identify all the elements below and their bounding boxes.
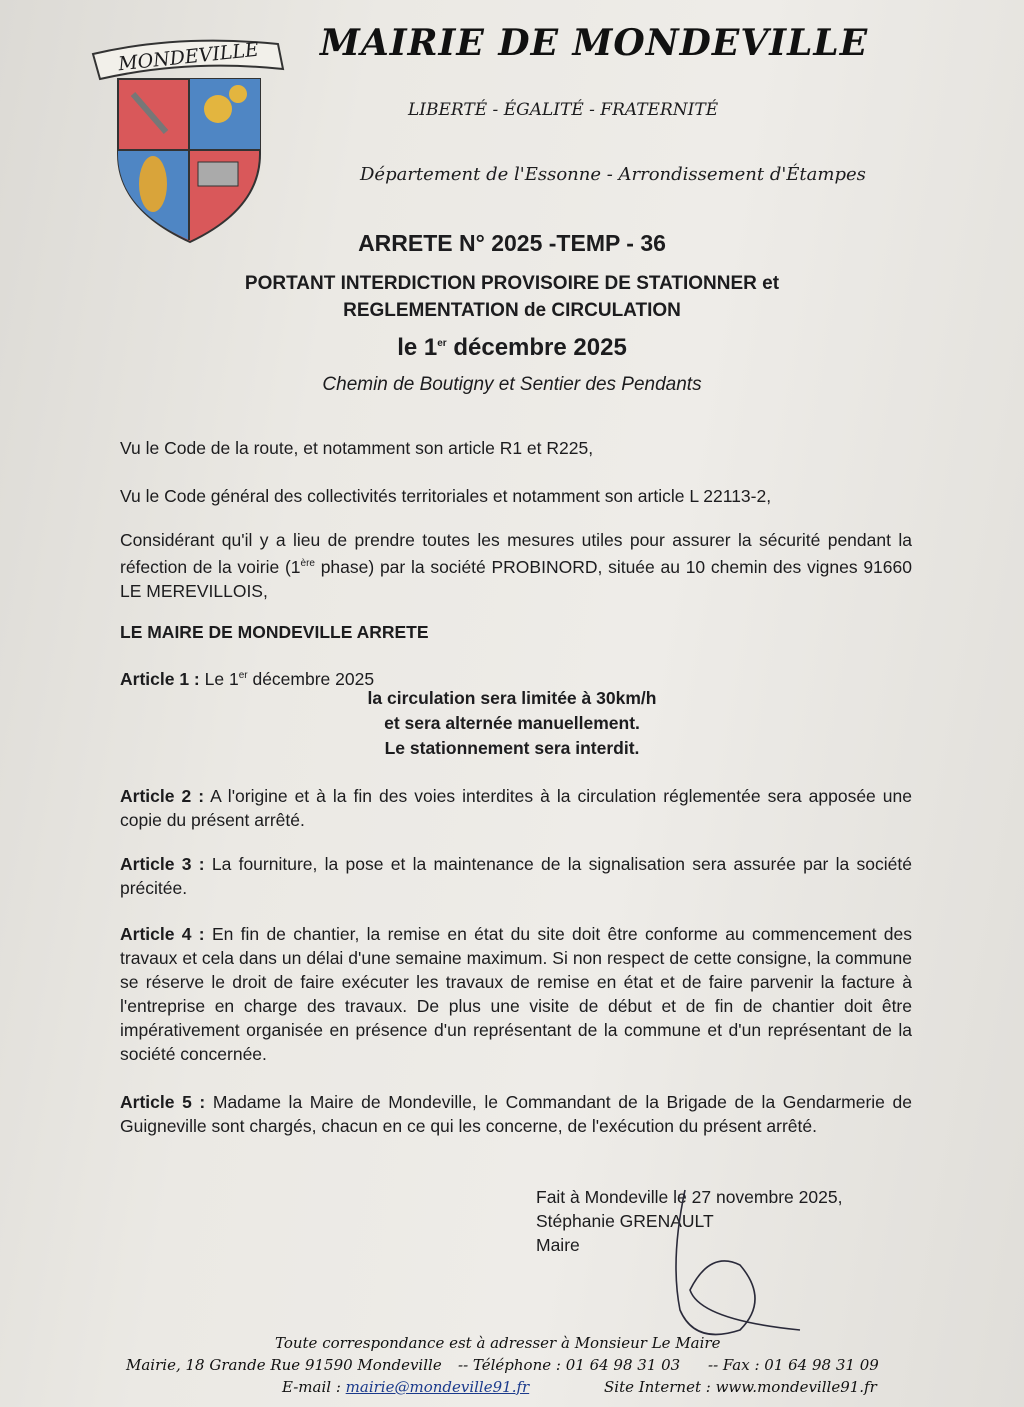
signatory-name: Stéphanie GRENAULT [536, 1211, 714, 1231]
subject-line-1: PORTANT INTERDICTION PROVISOIRE DE STATIONNER et [244, 273, 780, 294]
municipal-crest [88, 24, 288, 249]
decree-location: Chemin de Boutigny et Sentier des Pendants [322, 374, 702, 395]
provision-speed: la circulation sera limitée à 30km/h [367, 688, 657, 708]
arrete-heading: LE MAIRE DE MONDEVILLE ARRETE [120, 622, 429, 642]
provision-alternate: et sera alternée manuellement. [384, 713, 640, 733]
vu-cgct: Vu le Code général des collectivités territoriales et notamment son article L 22113-2, [120, 486, 772, 506]
article-1-provisions [0, 686, 1024, 761]
handwritten-signature [600, 1180, 820, 1350]
footer-fax: -- Fax : 01 64 98 31 09 [708, 1356, 879, 1374]
email-link[interactable]: mairie@mondeville91.fr [345, 1378, 530, 1396]
considerant: Considérant qu'il y a lieu de prendre toutes les mesures utiles pour assurer la sécurité pendant la réfection de la voirie (1ère phase) par la société PROBINORD, située au 10 chemin des vignes 91660 LE MEREVILLOIS, [120, 530, 912, 601]
provision-parking: Le stationnement sera interdit. [384, 738, 640, 758]
article-5: Article 5 : Madame la Maire de Mondeville, le Commandant de la Brigade de la Gendarmerie de Guigneville sont chargés, chacun en ce qui les concerne, de l'exécution du présent arrêté. [120, 1092, 912, 1136]
decree-date: le 1er décembre 2025 [397, 334, 627, 361]
footer-email: E-mail : mairie@mondeville91.fr [282, 1378, 530, 1396]
footer-phone: -- Téléphone : 01 64 98 31 03 [458, 1356, 681, 1374]
vu-route: Vu le Code de la route, et notamment son article R1 et R225, [120, 438, 594, 458]
signatory-role: Maire [536, 1235, 580, 1255]
department-line: Département de l'Essonne - Arrondissement d'Étampes [360, 164, 866, 185]
place-date: Fait à Mondeville le 27 novembre 2025, [536, 1187, 843, 1207]
subject-line-2: REGLEMENTATION de CIRCULATION [343, 300, 681, 321]
article-1: Article 1 : Le 1er décembre 2025 [120, 668, 375, 689]
mairie-title: MAIRIE DE MONDEVILLE [320, 22, 869, 64]
decree-number: ARRETE N° 2025 -TEMP - 36 [358, 230, 666, 256]
footer-address: Mairie, 18 Grande Rue 91590 Mondeville [126, 1356, 442, 1374]
footer-website[interactable]: Site Internet : www.mondeville91.fr [604, 1378, 877, 1396]
decree-subject [0, 270, 1024, 324]
footer-correspondence: Toute correspondance est à adresser à Monsieur Le Maire [275, 1334, 721, 1352]
crest-banner-text: MONDEVILLE [117, 38, 260, 76]
motto: LIBERTÉ - ÉGALITÉ - FRATERNITÉ [408, 100, 719, 120]
article-4: Article 4 : En fin de chantier, la remise en état du site doit être conforme au commencement des travaux et cela dans un délai d'une semaine maximum. Si non respect de cette consigne, la commune se réserve le droit de faire exécuter les travaux de remise en état et de faire parvenir la facture à l'entreprise en charge des travaux. De plus une visite de début et de fin de chantier doit être impérativement organisée en présence d'un représentant de la commune et d'un représentant de la société concernée. [120, 924, 912, 1064]
article-2: Article 2 : A l'origine et à la fin des voies interdites à la circulation réglementée sera apposée une copie du présent arrêté. [120, 786, 912, 830]
article-3: Article 3 : La fourniture, la pose et la maintenance de la signalisation sera assurée par la société précitée. [120, 854, 912, 898]
